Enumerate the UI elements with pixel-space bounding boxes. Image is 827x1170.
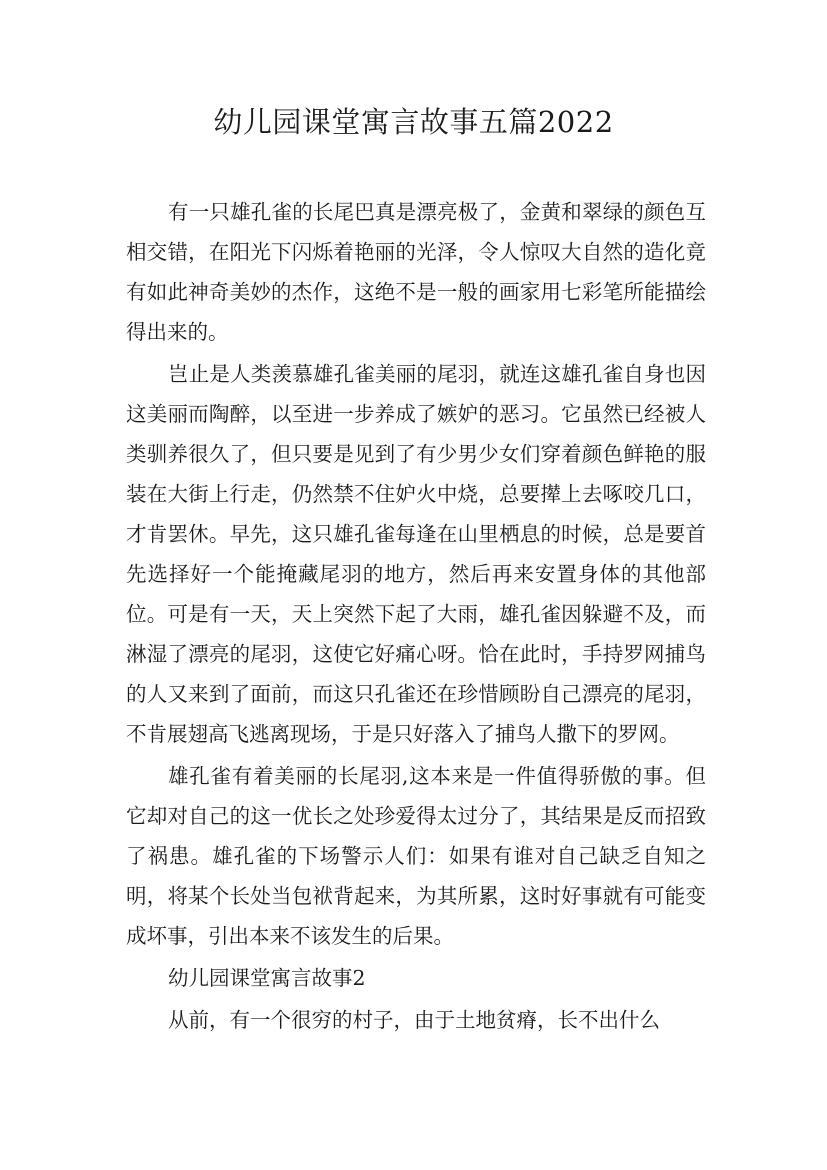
document-body: [126, 192, 706, 1042]
page-title: 幼儿园课堂寓言故事五篇2022: [213, 105, 614, 139]
paragraph-1: 有一只雄孔雀的长尾巴真是漂亮极了，金黄和翠绿的颜色互相交错，在阳光下闪烁着艳丽的光泽，令人惊叹大自然的造化竟有如此神奇美妙的杰作，这绝不是一般的画家用七彩笔所能描绘得出来的。: [126, 200, 706, 344]
paragraph-4: 从前，有一个很穷的村子，由于土地贫瘠，长不出什么: [168, 1008, 660, 1032]
story-2-heading: 幼儿园课堂寓言故事2: [168, 966, 366, 990]
paragraph-2: 岂止是人类羡慕雄孔雀美丽的尾羽，就连这雄孔雀自身也因这美丽而陶醉，以至进一步养成了嫉妒的恶习。它虽然已经被人类驯养很久了，但只要是见到了有少男少女们穿着颜色鲜艳的服装在大街上行走，仍然禁不住妒火中烧，总要撵上去啄咬几口，才肯罢休。早先，这只雄孔雀每逢在山里栖息的时候，总是要首先选择好一个能掩藏尾羽的地方，然后再来安置身体的其他部位。可是有一天，天上突然下起了大雨，雄孔雀因躲避不及，而淋湿了漂亮的尾羽，这使它好痛心呀。恰在此时，手持罗网捕鸟的人又来到了面前，而这只孔雀还在珍惜顾盼自己漂亮的尾羽，不肯展翅高飞逃离现场，于是只好落入了捕鸟人撒下的罗网。: [126, 362, 706, 746]
paragraph-3: 雄孔雀有着美丽的长尾羽,这本来是一件值得骄傲的事。但它却对自己的这一优长之处珍爱得太过分了，其结果是反而招致了祸患。雄孔雀的下场警示人们：如果有谁对自己缺乏自知之明，将某个长处当包袱背起来，为其所累，这时好事就有可能变成坏事，引出本来不该发生的后果。: [126, 764, 706, 948]
